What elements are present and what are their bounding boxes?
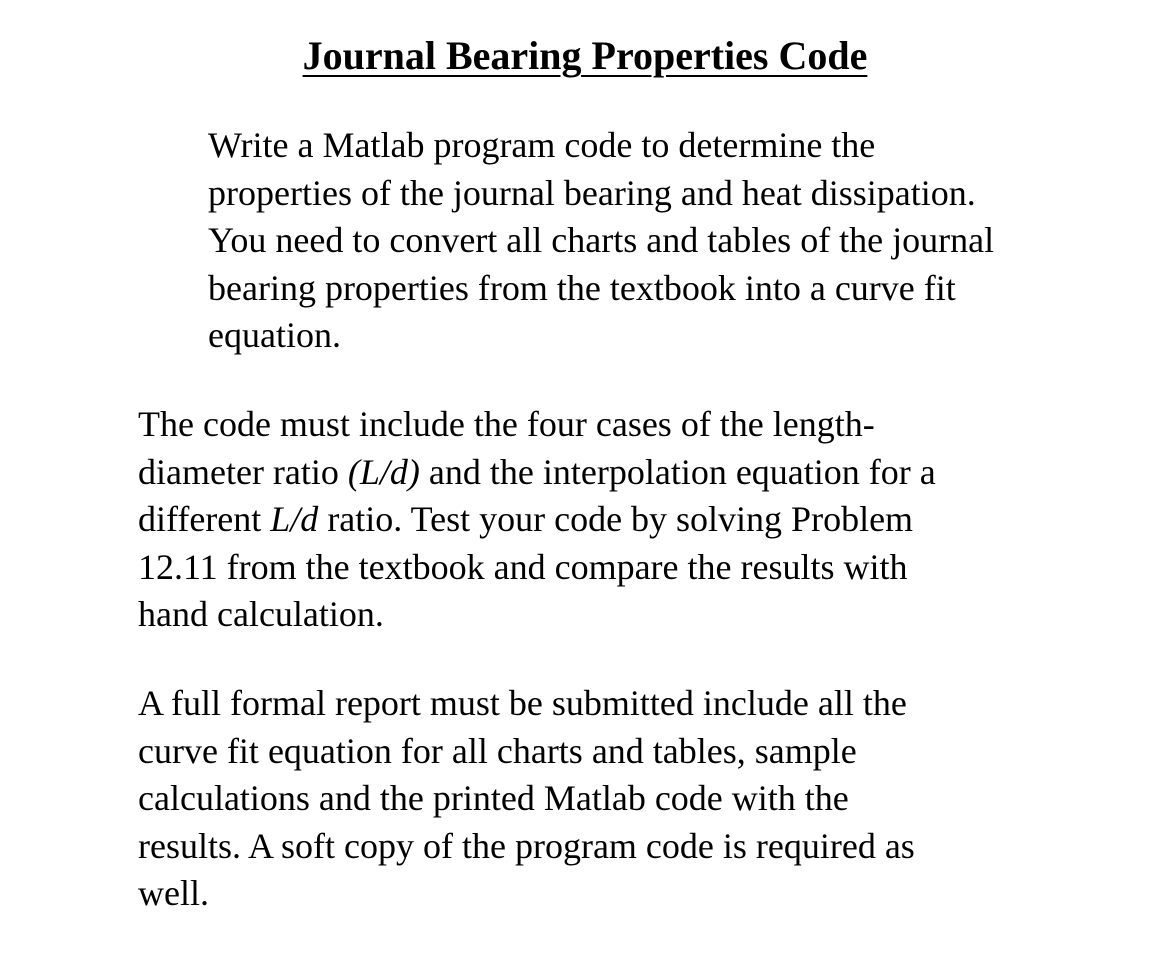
- paragraph-line: equation.: [208, 315, 341, 355]
- italic-ratio: L/d: [270, 499, 319, 539]
- paragraph-line: properties of the journal bearing and heat dissipation.: [208, 172, 976, 213]
- text-run: different: [138, 499, 271, 539]
- paragraph-line: curve fit equation for all charts and tables, sample: [138, 730, 857, 771]
- paragraph-line: hand calculation.: [138, 594, 384, 634]
- paragraph-line: 12.11 from the textbook and compare the results with: [138, 546, 908, 587]
- paragraph-line: [138, 449, 1038, 497]
- text-run: diameter ratio: [138, 451, 348, 492]
- paragraph-line: calculations and the printed Matlab code with the: [138, 778, 849, 818]
- paragraph-line: Write a Matlab program code to determine the: [208, 125, 876, 165]
- paragraph-line: The code must include the four cases of the length-: [138, 404, 875, 444]
- paragraph-line: [138, 496, 1038, 544]
- paragraph-requirements: [138, 401, 1038, 639]
- paragraph-report: [138, 680, 1038, 918]
- paragraph-line: bearing properties from the textbook into a curve fit: [208, 267, 956, 308]
- paragraph-line: A full formal report must be submitted include all the: [138, 683, 907, 723]
- text-run: ratio. Test your code by solving Problem: [318, 499, 914, 539]
- page-title: Journal Bearing Properties Code: [302, 33, 868, 78]
- paragraph-line: You need to convert all charts and tables of the journal: [208, 220, 995, 260]
- text-run: and the interpolation equation for a: [419, 451, 936, 492]
- paragraph-intro: [138, 122, 1038, 360]
- paragraph-line: results. A soft copy of the program code is required as: [138, 825, 915, 866]
- paragraph-line: well.: [138, 873, 209, 913]
- italic-ratio: (L/d): [347, 451, 420, 492]
